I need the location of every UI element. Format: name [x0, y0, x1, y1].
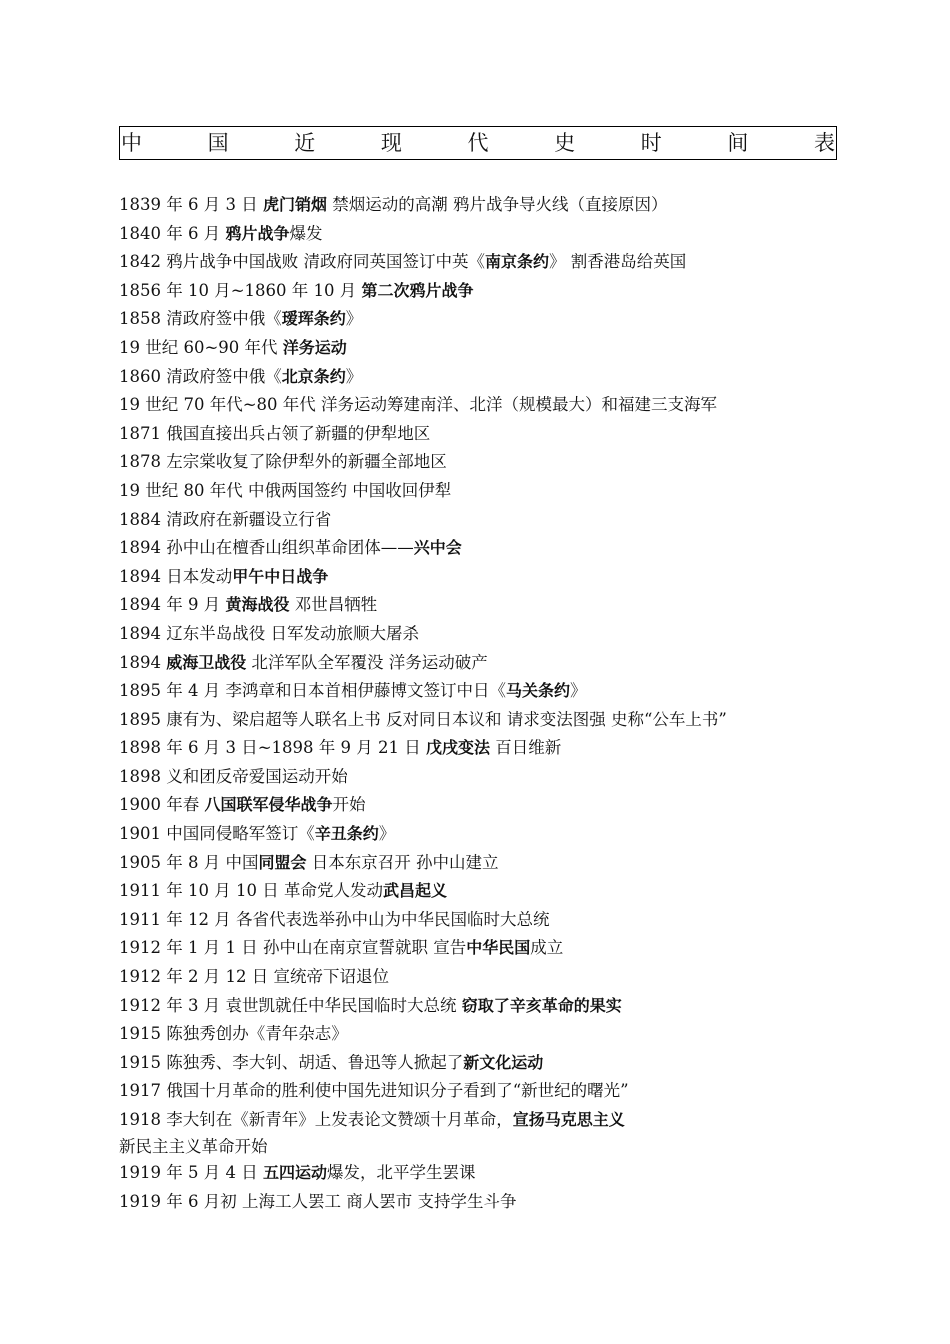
- entry-text: 》: [345, 366, 363, 386]
- timeline-entry: [119, 906, 879, 935]
- timeline-entry: [119, 1106, 879, 1135]
- entry-text: 1894 年 9 月: [119, 595, 226, 615]
- entry-text: 19 世纪 70 年代~80 年代 洋务运动筹建南洋、北洋（规模最大）和福建三支海军: [119, 395, 718, 415]
- entry-highlight: 宣扬马克思主义: [512, 1110, 625, 1129]
- entry-text: 1911 年 12 月 各省代表选举孙中山为中华民国临时大总统: [119, 909, 550, 929]
- entry-text: 1871 俄国直接出兵占领了新疆的伊犁地区: [119, 423, 431, 443]
- entry-highlight: 甲午中日战争: [232, 566, 329, 586]
- entry-text: 1860 清政府签中俄《: [119, 366, 282, 386]
- entry-text: 1915 陈独秀、李大钊、胡适、鲁迅等人掀起了: [119, 1052, 464, 1072]
- timeline-entry: [119, 849, 879, 878]
- timeline-entry: [119, 934, 879, 963]
- timeline-entry: [119, 649, 879, 678]
- title-char: 现: [380, 130, 402, 155]
- entry-text: 1894 日本发动: [119, 566, 233, 586]
- entry-text: 百日维新: [490, 738, 562, 758]
- entry-highlight: 中华民国: [466, 938, 531, 958]
- entry-text: 日本东京召开 孙中山建立: [306, 852, 499, 872]
- entry-highlight: 南京条约: [484, 252, 549, 272]
- title-char: 近: [294, 130, 316, 155]
- entry-text: 1839 年 6 月 3 日: [119, 195, 263, 214]
- timeline-entry: [119, 477, 879, 506]
- title-char: 中: [121, 130, 142, 155]
- timeline-entry: [119, 992, 879, 1021]
- entry-highlight: 威海卫战役: [166, 652, 247, 672]
- entry-text: 1919 年 5 月 4 日: [119, 1163, 263, 1183]
- timeline-entry: [119, 391, 879, 420]
- timeline-entry: [119, 734, 879, 763]
- entry-highlight: 辛丑条约: [314, 824, 379, 844]
- entry-text: 》 割香港岛给英国: [549, 252, 687, 272]
- title-char: 代: [467, 130, 489, 155]
- timeline-entry: [119, 1188, 879, 1217]
- entry-highlight: 八国联军侵华战争: [204, 795, 333, 815]
- entry-text: 1912 年 2 月 12 日 宣统帝下诏退位: [119, 967, 389, 987]
- entry-highlight: 洋务运动: [282, 337, 347, 357]
- timeline-entry: [119, 420, 879, 449]
- timeline-entry: [119, 334, 879, 363]
- entry-highlight: 武昌起义: [382, 881, 447, 901]
- entry-text: 1912 年 1 月 1 日 孙中山在南京宣誓就职 宣告: [119, 938, 467, 958]
- timeline-entry: [119, 277, 879, 306]
- entry-text: 1912 年 3 月 袁世凯就任中华民国临时大总统: [119, 995, 462, 1015]
- timeline-entry: [119, 820, 879, 849]
- timeline-entry: [119, 534, 879, 563]
- timeline-entry: [119, 791, 879, 820]
- entry-text: 1894: [119, 652, 167, 672]
- entry-text: 19 世纪 80 年代 中俄两国签约 中国收回伊犁: [119, 480, 452, 500]
- title-char: 国: [207, 130, 229, 155]
- entry-highlight: 虎门销烟: [262, 195, 327, 214]
- timeline-entry: [119, 1020, 879, 1049]
- entry-text: 》: [569, 681, 587, 701]
- timeline-entry: [119, 191, 879, 220]
- timeline-entry: [119, 677, 879, 706]
- entry-text: 1917 俄国十月革命的胜利使中国先进知识分子看到了“新世纪的曙光”: [119, 1081, 629, 1101]
- entry-highlight: 兴中会: [413, 538, 462, 558]
- entry-text: 1900 年春: [119, 795, 205, 815]
- entry-text: 1842 鸦片战争中国战败 清政府同英国签订中英《: [119, 252, 485, 272]
- entry-highlight: 窃取了辛亥革命的果实: [461, 995, 622, 1015]
- entry-text: 1840 年 6 月: [119, 223, 226, 243]
- timeline-entry: [119, 363, 879, 392]
- timeline-entry: [119, 305, 879, 334]
- entry-highlight: 黄海战役: [225, 595, 290, 615]
- entry-text: 北洋军队全军覆没 洋务运动破产: [246, 652, 488, 672]
- entry-text: 1918 李大钊在《新青年》上发表论文赞颂十月革命，: [119, 1110, 513, 1129]
- entry-highlight: 第二次鸦片战争: [361, 280, 474, 300]
- entry-highlight: 北京条约: [281, 366, 346, 386]
- timeline-entry: [119, 248, 879, 277]
- entry-highlight: 戊戌变法: [426, 738, 491, 758]
- entry-highlight: 五四运动: [262, 1163, 327, 1183]
- timeline-entry: [119, 877, 879, 906]
- timeline-entry: [119, 1049, 879, 1078]
- title-char: 史: [554, 130, 576, 155]
- timeline-entry: [119, 620, 879, 649]
- entry-highlight: 新文化运动: [463, 1052, 544, 1072]
- entry-text: 爆发，北平学生罢课: [326, 1163, 476, 1183]
- entry-text: 开始: [332, 795, 366, 815]
- entry-text: 成立: [530, 938, 564, 958]
- entry-highlight: 同盟会: [258, 852, 307, 872]
- entry-text: 1911 年 10 月 10 日 革命党人发动: [119, 881, 383, 901]
- timeline-entry: [119, 448, 879, 477]
- page-title: [119, 126, 837, 160]
- timeline-entry: [119, 1159, 879, 1188]
- timeline-list: [119, 191, 879, 1216]
- title-char: 间: [727, 130, 749, 155]
- entry-text: 1895 年 4 月 李鸿章和日本首相伊藤博文签订中日《: [119, 681, 506, 701]
- timeline-entry: [119, 506, 879, 535]
- entry-text: 》: [345, 309, 363, 329]
- entry-text: 1898 义和团反帝爱国运动开始: [119, 766, 348, 786]
- entry-text: 1858 清政府签中俄《: [119, 309, 282, 329]
- entry-text: 1919 年 6 月初 上海工人罢工 商人罢市 支持学生斗争: [119, 1191, 517, 1211]
- timeline-entry: [119, 1135, 879, 1160]
- timeline-entry: [119, 706, 879, 735]
- entry-text: 邓世昌牺牲: [289, 595, 378, 615]
- entry-text: 1884 清政府在新疆设立行省: [119, 509, 332, 529]
- timeline-entry: [119, 220, 879, 249]
- entry-text: 19 世纪 60~90 年代: [119, 337, 283, 357]
- entry-text: 爆发: [289, 223, 323, 243]
- entry-highlight: 鸦片战争: [225, 223, 290, 243]
- entry-text: 》: [378, 824, 396, 844]
- entry-highlight: 马关条约: [505, 681, 570, 701]
- entry-text: 1894 孙中山在檀香山组织革命团体——: [119, 538, 414, 558]
- entry-highlight: 瑷珲条约: [281, 309, 346, 329]
- entry-text: 1895 康有为、梁启超等人联名上书 反对同日本议和 请求变法图强 史称“公车上书”: [119, 709, 727, 729]
- entry-text: 1878 左宗棠收复了除伊犁外的新疆全部地区: [119, 452, 447, 472]
- entry-text: 1856 年 10 月~1860 年 10 月: [119, 280, 362, 300]
- entry-text: 新民主主义革命开始: [119, 1136, 268, 1156]
- entry-text: 1905 年 8 月 中国: [119, 852, 259, 872]
- timeline-entry: [119, 963, 879, 992]
- timeline-entry: [119, 1077, 879, 1106]
- entry-text: 1898 年 6 月 3 日~1898 年 9 月 21 日: [119, 738, 426, 758]
- entry-text: 禁烟运动的高潮 鸦片战争导火线（直接原因）: [326, 195, 668, 214]
- timeline-entry: [119, 563, 879, 592]
- title-char: 表: [814, 130, 835, 155]
- timeline-entry: [119, 591, 879, 620]
- title-char: 时: [640, 130, 662, 155]
- timeline-entry: [119, 763, 879, 792]
- entry-text: 1894 辽东半岛战役 日军发动旅顺大屠杀: [119, 623, 419, 643]
- entry-text: 1901 中国同侵略军签订《: [119, 824, 315, 844]
- entry-text: 1915 陈独秀创办《青年杂志》: [119, 1024, 348, 1044]
